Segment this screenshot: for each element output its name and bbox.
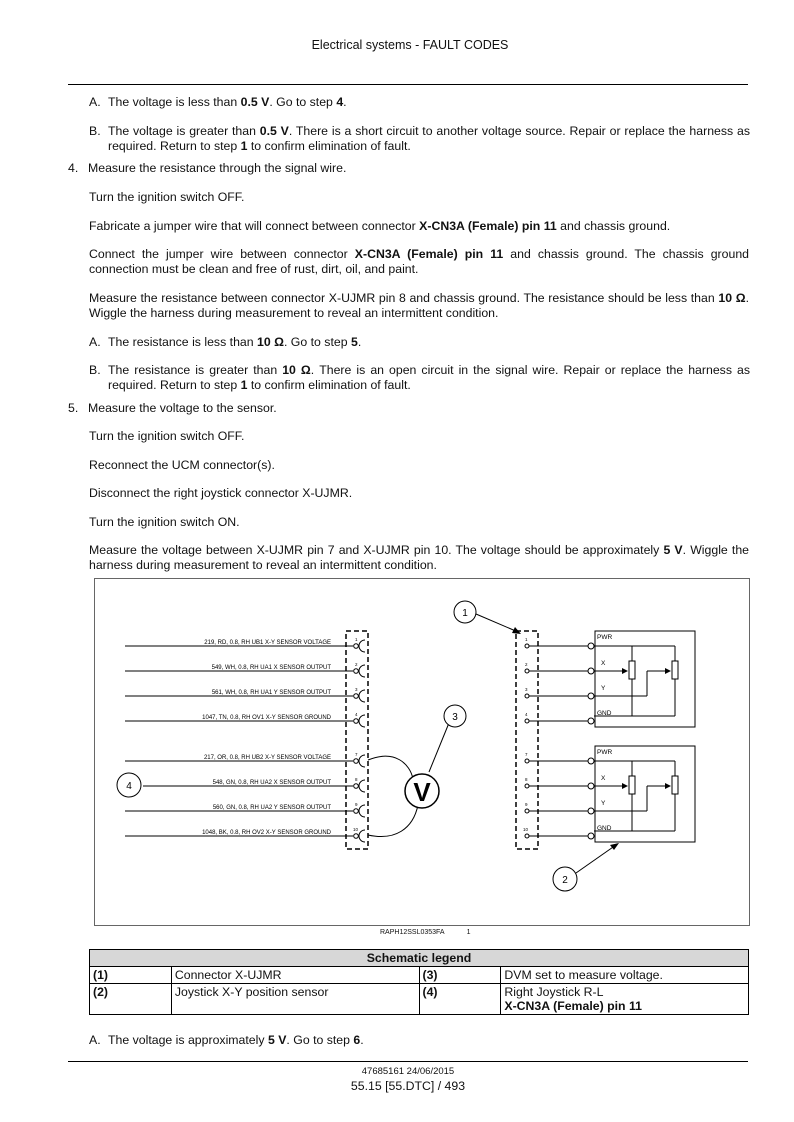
svg-text:PWR: PWR bbox=[597, 749, 613, 756]
svg-text:PWR: PWR bbox=[597, 634, 613, 641]
svg-text:3: 3 bbox=[355, 687, 358, 692]
page-header: Electrical systems - FAULT CODES bbox=[311, 38, 509, 52]
svg-text:2: 2 bbox=[525, 662, 528, 667]
step5-p4: Turn the ignition switch ON. bbox=[89, 515, 240, 529]
svg-text:10: 10 bbox=[523, 827, 529, 832]
svg-text:2: 2 bbox=[562, 875, 568, 886]
step4-title: 4. Measure the resistance through the signal wire. bbox=[68, 161, 347, 175]
step4-option-b: B. The resistance is greater than 10 Ω. There is an open circuit in the signal wire. Repair or replace the harness as required. Return to step 1 to confirm elimination of fault. bbox=[89, 363, 750, 392]
wire-label: 217, OR, 0.8, RH UB2 X-Y SENSOR VOLTAGE bbox=[203, 755, 331, 761]
svg-text:1: 1 bbox=[355, 637, 358, 642]
svg-text:X: X bbox=[601, 775, 606, 782]
wire-label: 549, WH, 0.8, RH UA1 X SENSOR OUTPUT bbox=[211, 665, 331, 671]
svg-text:8: 8 bbox=[355, 777, 358, 782]
step3-option-b: B. The voltage is greater than 0.5 V. There is a short circuit to another voltage source. Repair or replace the harness as required. Return to step 1 to confirm elimination of fault. bbox=[89, 124, 750, 153]
svg-text:V: V bbox=[413, 777, 431, 807]
schematic-diagram bbox=[95, 579, 749, 925]
wire-label: 1047, TN, 0.8, RH OV1 X-Y SENSOR GROUND bbox=[202, 715, 331, 721]
wire-label: 560, GN, 0.8, RH UA2 Y SENSOR OUTPUT bbox=[212, 805, 331, 811]
svg-text:7: 7 bbox=[355, 752, 358, 757]
svg-text:9: 9 bbox=[355, 802, 358, 807]
svg-text:X: X bbox=[601, 660, 606, 667]
svg-text:Y: Y bbox=[601, 800, 606, 807]
svg-text:1: 1 bbox=[462, 608, 468, 619]
svg-text:4: 4 bbox=[126, 781, 132, 792]
joystick-sensor-1 bbox=[588, 631, 695, 727]
step5-p5: Measure the voltage between X-UJMR pin 7 and X-UJMR pin 10. The voltage should be approximately 5 V. Wiggle the harness during measurement to reveal an intermittent condition. bbox=[89, 543, 750, 572]
svg-text:4: 4 bbox=[525, 712, 528, 717]
figure-caption: RAPH12SSL0353FA 1 bbox=[380, 929, 471, 936]
svg-text:4: 4 bbox=[355, 712, 358, 717]
schematic-legend-table bbox=[89, 949, 749, 1015]
step4-option-a: A. The resistance is less than 10 Ω. Go to step 5. bbox=[89, 335, 362, 349]
svg-text:10: 10 bbox=[353, 827, 359, 832]
footer-rule bbox=[68, 1061, 748, 1062]
step3-option-a: A. The voltage is less than 0.5 V. Go to step 4. bbox=[89, 95, 347, 109]
svg-text:2: 2 bbox=[355, 662, 358, 667]
joystick-sensor-2 bbox=[588, 746, 695, 842]
step5-title: 5. Measure the voltage to the sensor. bbox=[68, 401, 277, 415]
step4-p3: Connect the jumper wire between connector X-CN3A (Female) pin 11 and chassis ground. The chassis ground connection must be clean and free of rust, dirt, oil, and paint. bbox=[89, 247, 749, 276]
wire-label: 548, GN, 0.8, RH UA2 X SENSOR OUTPUT bbox=[212, 780, 331, 786]
svg-text:Y: Y bbox=[601, 685, 606, 692]
svg-text:8: 8 bbox=[525, 777, 528, 782]
svg-text:1: 1 bbox=[525, 637, 528, 642]
table-row: (2) Joystick X-Y position sensor (4) Right Joystick R-L X-CN3A (Female) pin 11 bbox=[90, 984, 749, 1015]
schematic-figure bbox=[94, 578, 750, 926]
wire-label: 1048, BK, 0.8, RH OV2 X-Y SENSOR GROUND bbox=[202, 830, 331, 836]
wire-label: 219, RD, 0.8, RH UB1 X-Y SENSOR VOLTAGE bbox=[204, 640, 331, 646]
svg-text:GND: GND bbox=[597, 825, 612, 832]
step5-p2: Reconnect the UCM connector(s). bbox=[89, 458, 275, 472]
step4-p4: Measure the resistance between connector X-UJMR pin 8 and chassis ground. The resistance should be less than 10 Ω. Wiggle the harness during measurement to reveal an intermittent condition. bbox=[89, 291, 749, 320]
step5-option-a: A. The voltage is approximately 5 V. Go to step 6. bbox=[89, 1033, 364, 1047]
header-rule bbox=[68, 84, 748, 85]
svg-text:3: 3 bbox=[452, 712, 458, 723]
step4-p1: Turn the ignition switch OFF. bbox=[89, 190, 245, 204]
svg-text:3: 3 bbox=[525, 687, 528, 692]
footer-page-number: 55.15 [55.DTC] / 493 bbox=[350, 1079, 466, 1093]
wire-label: 561, WH, 0.8, RH UA1 Y SENSOR OUTPUT bbox=[211, 690, 331, 696]
step5-p1: Turn the ignition switch OFF. bbox=[89, 429, 245, 443]
table-row: (1) Connector X-UJMR (3) DVM set to measure voltage. bbox=[90, 967, 749, 984]
svg-text:7: 7 bbox=[525, 752, 528, 757]
step5-p3: Disconnect the right joystick connector X-UJMR. bbox=[89, 486, 353, 500]
svg-text:GND: GND bbox=[597, 710, 612, 717]
legend-title: Schematic legend bbox=[90, 950, 749, 967]
step4-p2: Fabricate a jumper wire that will connect between connector X-CN3A (Female) pin 11 and chassis ground. bbox=[89, 219, 671, 233]
footer-doc-number: 47685161 24/06/2015 bbox=[361, 1066, 455, 1077]
svg-text:9: 9 bbox=[525, 802, 528, 807]
